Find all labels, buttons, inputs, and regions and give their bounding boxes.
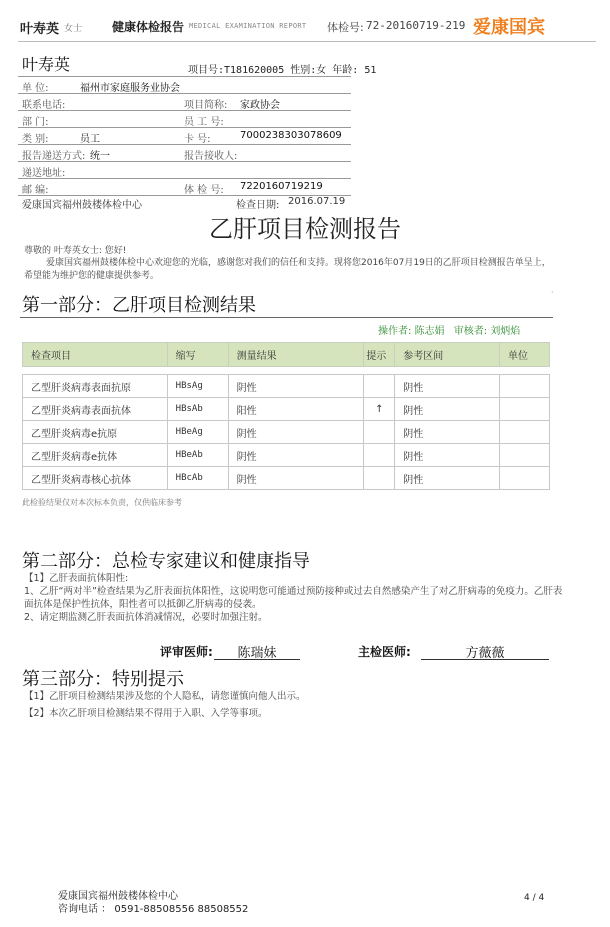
table-row [23,375,550,398]
footer-phone: 咨询电话 ： 0591-88508556 88508552 [58,904,249,915]
zip-label: 邮 编: [22,185,49,196]
results-table [22,342,550,490]
cell-unit [500,467,550,490]
patient-divider [18,127,351,128]
cell-result: 阳性 [228,398,364,421]
project-short-value: 家政协会 [240,100,280,111]
intro-paragraph: 爱康国宾福州鼓楼体检中心欢迎您的光临，感谢您对我们的信任和支持。现将您2016年07月19日的乙肝项目检测报告单呈上，希望能为维护您的健康提供参考。 [24,258,551,281]
phone-label: 联系电话: [22,100,66,111]
cell-item: 乙型肝炎病毒核心抗体 [23,467,168,490]
header-exam-no: 72-20160719-219 [366,19,466,32]
brand-logo: 爱康国宾 [473,17,545,38]
patient-divider [18,161,351,162]
advice-heading: 【1】乙肝表面抗体阳性: [24,573,129,584]
part2-title: 第二部分：总检专家建议和健康指导 [22,551,310,572]
signature-line [421,659,549,660]
cell-ref: 阴性 [395,398,500,421]
cell-ref: 阴性 [395,421,500,444]
cell-hint-up-arrow: ↑ [364,398,395,421]
cell-result: 阴性 [228,444,364,467]
delivery-label: 报告递送方式: [22,151,86,162]
patient-divider [18,178,351,179]
cell-unit [500,398,550,421]
cell-abbr: HBeAg [167,421,228,444]
operators-line [378,322,520,337]
cell-result: 阴性 [228,421,364,444]
card-value: 7000238303078609 [240,130,342,141]
col-header-abbr: 缩写 [167,343,228,367]
results-footnote: 此检验结果仅对本次标本负责，仅供临床参考 [22,498,182,507]
signature-line [214,659,300,660]
cell-hint [364,444,395,467]
reviewing-doctor-signature: 陈瑞妹 [237,646,277,661]
category-value: 员工 [80,134,100,145]
advice-line-2: 2、请定期监测乙肝表面抗体消减情况，必要时加强注射。 [24,612,268,623]
chief-doctor-label: 主检医师: [358,645,411,659]
patient-divider [18,144,351,145]
header-report-subtitle: MEDICAL EXAMINATION REPORT [189,22,307,30]
table-spacer-row [23,367,550,375]
advice-line-1: 1、乙肝“两对半”检查结果为乙肝表面抗体阳性，这说明您可能通过预防接种或过去自然感染产生了对乙肝病毒的免疫力。乙肝表面抗体是保护性抗体，阳性者可以抵御乙肝病毒的侵袭。 [24,586,563,610]
table-row [23,398,550,421]
part1-divider [20,317,553,318]
header-divider [18,41,596,42]
report-title: 乙肝项目检测报告 [209,215,401,243]
operator-label: 操作者: [378,326,412,337]
notice-line-2: 【2】本次乙肝项目检测结果不得用于入职、入学等事项。 [24,708,268,719]
exam-center: 爱康国宾福州鼓楼体检中心 [22,200,142,211]
operator-name: 陈志娟 [414,326,445,337]
patient-project-line: 项目号:T181620005 性别:女 年龄: 51 [188,65,377,76]
patient-name: 叶寿英 [22,55,71,74]
exam-date-label: 检查日期: [236,200,280,211]
cell-hint [364,375,395,398]
col-header-ref: 参考区间 [395,343,500,367]
cell-ref: 阴性 [395,467,500,490]
patient-divider [18,110,351,111]
col-header-unit: 单位 [500,343,550,367]
cell-abbr: HBsAb [167,398,228,421]
col-header-result: 测量结果 [228,343,364,367]
cell-item: 乙型肝炎病毒e抗体 [23,444,168,467]
cell-ref: 阴性 [395,375,500,398]
table-row [23,444,550,467]
col-header-item: 检查项目 [23,343,168,367]
project-short-label: 项目简称: [184,100,228,111]
header-report-title: 健康体检报告 [112,20,185,34]
cell-hint [364,467,395,490]
reviewing-doctor-label: 评审医师: [160,645,213,659]
cell-ref: 阴性 [395,444,500,467]
cell-item: 乙型肝炎病毒e抗原 [23,421,168,444]
address-label: 递送地址: [22,168,66,179]
cell-unit [500,421,550,444]
footer-org: 爱康国宾福州鼓楼体检中心 [58,891,178,902]
header-patient-name: 叶寿英 [20,22,60,37]
reviewer-label: 审核者: [453,326,488,337]
receiver-label: 报告接收人: [184,151,238,162]
cell-unit [500,375,550,398]
page-header [0,0,610,44]
header-gender-title: 女士 [64,24,83,34]
cell-result: 阴性 [228,375,364,398]
exam-date: 2016.07.19 [288,196,346,207]
patient-divider [18,93,351,94]
cell-abbr: HBsAg [167,375,228,398]
greeting: 尊敬的 叶寿英女士: 您好! [24,246,127,256]
category-label: 类 别: [22,134,49,145]
unit-label: 单 位: [22,83,49,94]
card-label: 卡 号: [184,134,211,145]
exam-label: 体 检 号: [184,185,224,196]
cell-result: 阴性 [228,467,364,490]
delivery-value: 统一 [90,151,110,162]
unit-value: 福州市家庭服务业协会 [80,83,180,94]
dept-label: 部 门: [22,117,49,128]
notice-line-1: 【1】乙肝项目检测结果涉及您的个人隐私，请您谨慎向他人出示。 [24,691,306,702]
header-exam-no-label: 体检号: [327,21,364,34]
table-header-row [23,343,550,367]
cell-abbr: HBeAb [167,444,228,467]
table-row [23,421,550,444]
cell-item: 乙型肝炎病毒表面抗体 [23,398,168,421]
cell-unit [500,444,550,467]
page-number: 4 / 4 [524,893,545,903]
cell-hint [364,421,395,444]
cell-abbr: HBcAb [167,467,228,490]
decor-dot: · [551,288,554,297]
table-row [23,467,550,490]
reviewer-name: 刘炳焰 [490,326,521,337]
exam-value: 7220160719219 [240,181,323,192]
staff-no-label: 员 工 号: [184,117,224,128]
col-header-hint: 提示 [364,343,395,367]
patient-divider [18,76,351,77]
cell-item: 乙型肝炎病毒表面抗原 [23,375,168,398]
chief-doctor-signature: 方薇薇 [465,646,505,661]
part3-title: 第三部分：特别提示 [22,669,184,690]
part1-title: 第一部分：乙肝项目检测结果 [22,295,256,316]
